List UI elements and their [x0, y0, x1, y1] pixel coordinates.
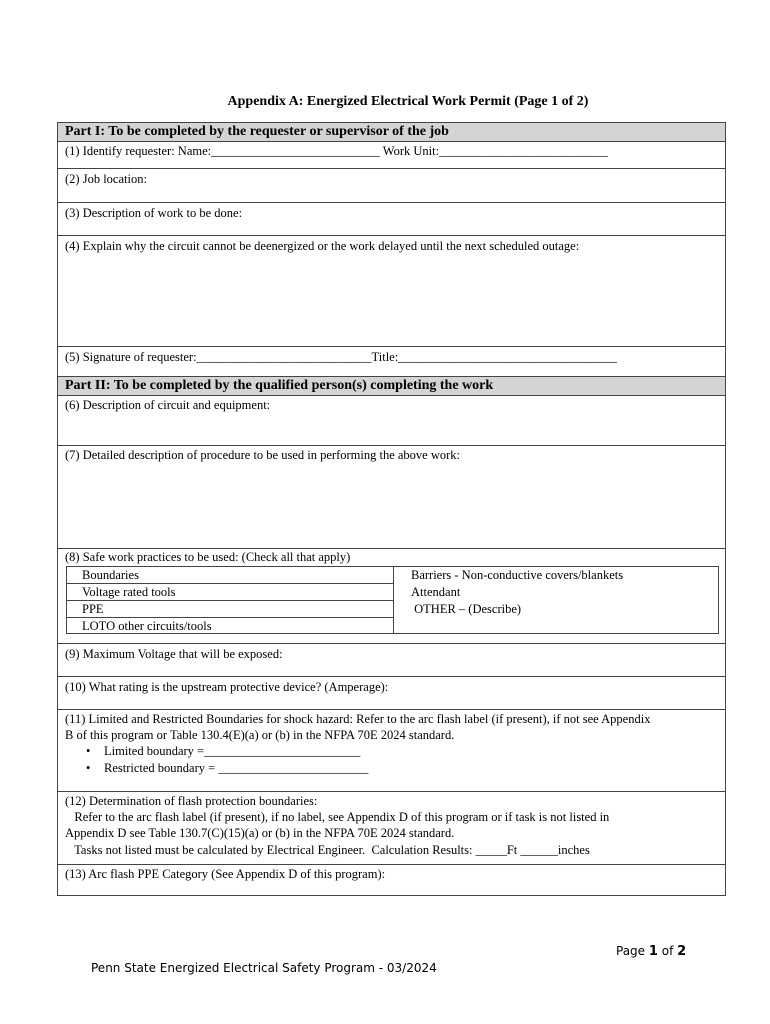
protective-device-label: (10) What rating is the upstream protective device? (Amperage): — [65, 680, 389, 694]
calculation-results-field[interactable]: Tasks not listed must be calculated by Electrical Engineer. Calculation Results: _____Ft ______inches — [65, 843, 590, 857]
max-voltage-label: (9) Maximum Voltage that will be exposed: — [65, 647, 283, 661]
circuit-description-row[interactable] — [58, 396, 725, 446]
flash-protection-line3: Appendix D see Table 130.7(C)(15)(a) or (b) in the NFPA 70E 2024 standard. — [65, 826, 455, 840]
permit-form — [57, 122, 726, 896]
job-location-label: (2) Job location: — [65, 172, 147, 186]
practice-boundaries[interactable]: Boundaries — [82, 568, 139, 582]
procedure-description-row[interactable] — [58, 446, 725, 549]
shock-boundaries-line1: (11) Limited and Restricted Boundaries for shock hazard: Refer to the arc flash label (if present), if not see Appendix — [65, 712, 651, 726]
deenergize-explanation-row[interactable] — [58, 236, 725, 347]
practice-barriers[interactable]: Barriers - Non-conductive covers/blankets — [411, 568, 624, 582]
flash-protection-line2: Refer to the arc flash label (if present), if no label, see Appendix D of this program or if task is not listed in — [65, 810, 610, 824]
requester-signature-label: (5) Signature of requester:____________________________Title:___________________________________ — [65, 350, 617, 364]
requester-row[interactable] — [58, 142, 725, 169]
circuit-description-label: (6) Description of circuit and equipment: — [65, 398, 271, 412]
part2-header: Part II: To be completed by the qualified person(s) completing the work — [58, 377, 725, 396]
practices-right-column — [393, 567, 718, 633]
deenergize-explanation-label: (4) Explain why the circuit cannot be deenergized or the work delayed until the next scheduled outage: — [65, 239, 580, 253]
practice-other[interactable]: OTHER – (Describe) — [411, 602, 522, 616]
part1-header: Part I: To be completed by the requester or supervisor of the job — [58, 123, 725, 142]
page-of: of — [657, 944, 678, 958]
practices-left-column — [67, 567, 393, 633]
page-number — [616, 944, 686, 959]
shock-boundaries-line2: B of this program or Table 130.4(E)(a) or (b) in the NFPA 70E 2024 standard. — [65, 728, 455, 742]
arc-flash-ppe-label: (13) Arc flash PPE Category (See Appendix D of this program): — [65, 867, 386, 881]
work-description-label: (3) Description of work to be done: — [65, 206, 243, 220]
job-location-row[interactable] — [58, 169, 725, 203]
requester-signature-row[interactable] — [58, 347, 725, 377]
max-voltage-row[interactable] — [58, 644, 725, 677]
page-current: 1 — [648, 944, 658, 959]
page-prefix: Page — [616, 944, 649, 958]
practice-ppe[interactable]: PPE — [82, 602, 104, 616]
work-description-row[interactable] — [58, 203, 725, 236]
shock-boundaries-row — [58, 710, 725, 792]
practice-voltage-rated-tools[interactable]: Voltage rated tools — [82, 585, 176, 599]
bullet-icon: • — [86, 761, 91, 775]
restricted-boundary-field[interactable]: Restricted boundary = ________________________ — [104, 761, 369, 775]
page-title: Appendix A: Energized Electrical Work Permit (Page 1 of 2) — [227, 94, 589, 109]
page-total: 2 — [677, 944, 687, 959]
arc-flash-ppe-row[interactable] — [58, 865, 725, 896]
safe-work-practices-row — [58, 549, 725, 644]
limited-boundary-field[interactable]: Limited boundary =_________________________ — [104, 744, 361, 758]
requester-label: (1) Identify requester: Name:___________________________ Work Unit:___________________________ — [65, 144, 608, 158]
protective-device-row[interactable] — [58, 677, 725, 710]
flash-protection-line1: (12) Determination of flash protection boundaries: — [65, 794, 318, 808]
procedure-description-label: (7) Detailed description of procedure to be used in performing the above work: — [65, 448, 461, 462]
bullet-icon: • — [86, 744, 91, 758]
flash-protection-row — [58, 792, 725, 865]
document-footer: Penn State Energized Electrical Safety Program - 03/2024 — [91, 961, 437, 975]
practice-attendant[interactable]: Attendant — [411, 585, 461, 599]
practices-table — [66, 566, 719, 634]
practice-loto[interactable]: LOTO other circuits/tools — [82, 619, 212, 633]
safe-work-practices-label: (8) Safe work practices to be used: (Check all that apply) — [65, 550, 351, 564]
